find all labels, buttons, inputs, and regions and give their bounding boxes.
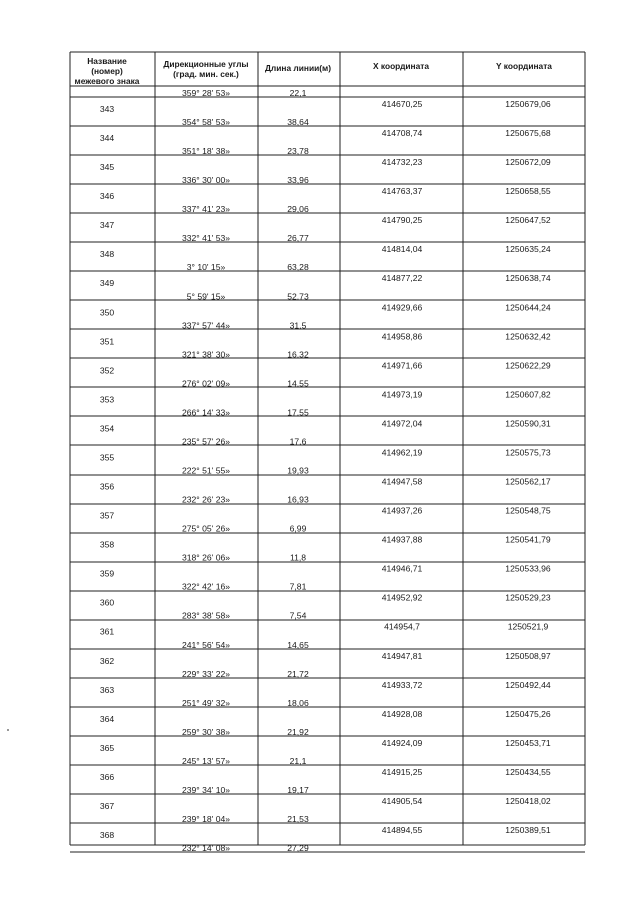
point-name: 364 xyxy=(99,713,115,724)
point-y-coordinate: 1250533,96 xyxy=(505,563,551,574)
point-x-coordinate: 414947,81 xyxy=(381,650,423,661)
segment-length: 18,06 xyxy=(287,697,309,708)
header-name-line-1: Название xyxy=(87,56,127,66)
point-name: 365 xyxy=(99,742,115,753)
segment-angle: 318° 26' 06» xyxy=(181,552,231,563)
header-angle-line-2: (град. мин. сек.) xyxy=(173,69,239,79)
point-y-coordinate: 1250492,44 xyxy=(505,679,551,690)
segment-angle: 275° 05' 26» xyxy=(181,523,231,534)
segment-angle: 322° 42' 16» xyxy=(181,581,231,592)
segment-angle: 266° 14' 33» xyxy=(181,407,231,418)
point-name: 366 xyxy=(99,771,115,782)
point-name: 349 xyxy=(99,278,115,289)
point-y-coordinate: 1250541,79 xyxy=(505,534,551,545)
point-name: 360 xyxy=(99,597,115,608)
segment-length: 27,29 xyxy=(287,843,309,854)
segment-length: 22,1 xyxy=(289,88,307,98)
segment-length: 16,93 xyxy=(287,494,309,505)
segment-angle: 332° 41' 53» xyxy=(181,233,231,244)
point-name: 361 xyxy=(99,626,115,637)
point-y-coordinate: 1250647,52 xyxy=(505,215,551,226)
point-y-coordinate: 1250632,42 xyxy=(505,331,551,342)
point-name: 346 xyxy=(99,191,115,202)
segment-angle: 251° 49' 32» xyxy=(181,697,231,708)
segment-angle: 232° 26' 23» xyxy=(181,494,231,505)
point-name: 362 xyxy=(99,655,115,666)
segment-angle: 336° 30' 00» xyxy=(181,175,231,186)
point-x-coordinate: 414973,19 xyxy=(381,389,423,400)
table-header xyxy=(75,56,553,86)
segment-length: 19,17 xyxy=(287,784,309,795)
segment-angle: 259° 30' 38» xyxy=(181,726,231,737)
header-angle-line-1: Дирекционные углы xyxy=(163,59,249,69)
segment-length: 14,55 xyxy=(287,378,309,389)
header-length: Длина линии(м) xyxy=(264,63,332,73)
point-name: 343 xyxy=(99,104,115,114)
point-x-coordinate: 414937,88 xyxy=(381,534,423,545)
point-name: 351 xyxy=(99,336,115,347)
segment-length: 17,55 xyxy=(287,407,309,418)
point-name: 363 xyxy=(99,684,115,695)
segment-angle: 239° 18' 04» xyxy=(181,814,231,824)
point-y-coordinate: 1250562,17 xyxy=(505,476,551,487)
point-x-coordinate: 414947,58 xyxy=(381,476,423,487)
segment-angle: 351° 18' 38» xyxy=(181,146,231,157)
segment-length: 21,53 xyxy=(287,814,309,824)
point-x-coordinate: 414952,92 xyxy=(381,592,423,603)
point-x-coordinate: 414894,55 xyxy=(381,825,423,835)
point-name: 368 xyxy=(99,830,115,840)
header-name-line-2: (номер) xyxy=(91,66,123,76)
point-y-coordinate: 1250434,55 xyxy=(505,766,551,777)
point-name: 348 xyxy=(99,249,115,260)
point-x-coordinate: 414958,86 xyxy=(381,331,423,342)
segment-length: 19,93 xyxy=(287,465,309,476)
segment-angle: 337° 57' 44» xyxy=(181,320,231,331)
point-name: 359 xyxy=(99,568,115,579)
point-x-coordinate: 414946,71 xyxy=(381,563,423,574)
segment-angle: 235° 57' 26» xyxy=(181,436,231,447)
point-name: 355 xyxy=(99,452,115,463)
point-name: 357 xyxy=(99,510,115,521)
point-y-coordinate: 1250389,51 xyxy=(505,825,551,835)
point-x-coordinate: 414670,25 xyxy=(381,99,423,109)
point-y-coordinate: 1250590,31 xyxy=(505,418,551,429)
point-x-coordinate: 414971,66 xyxy=(381,360,423,371)
point-x-coordinate: 414928,08 xyxy=(381,708,423,719)
segment-angle: 321° 38' 30» xyxy=(181,349,231,360)
point-y-coordinate: 1250679,06 xyxy=(505,99,551,109)
segment-angle: 229° 33' 22» xyxy=(181,668,231,679)
point-y-coordinate: 1250508,97 xyxy=(505,650,551,661)
point-y-coordinate: 1250607,82 xyxy=(505,389,551,400)
segment-length: 33,96 xyxy=(287,175,309,186)
point-x-coordinate: 414905,54 xyxy=(381,795,423,806)
segment-angle: 5° 59' 15» xyxy=(186,291,226,302)
point-x-coordinate: 414924,09 xyxy=(381,737,423,748)
point-name: 350 xyxy=(99,307,115,318)
segment-length: 31,5 xyxy=(289,320,307,331)
segment-angle: 239° 34' 10» xyxy=(181,784,231,795)
point-y-coordinate: 1250548,75 xyxy=(505,505,551,516)
segment-angle: 245° 13' 57» xyxy=(181,755,231,766)
point-y-coordinate: 1250658,55 xyxy=(505,186,551,197)
segment-angle: 359° 28' 53» xyxy=(181,88,231,98)
point-x-coordinate: 414954,7 xyxy=(384,621,420,632)
segment-length: 21,72 xyxy=(287,668,309,679)
segment-length: 23,78 xyxy=(287,146,309,157)
point-y-coordinate: 1250575,73 xyxy=(505,447,551,458)
header-name-line-3: межевого знака xyxy=(74,76,140,86)
point-x-coordinate: 414915,25 xyxy=(381,766,423,777)
point-name: 367 xyxy=(99,800,115,811)
point-x-coordinate: 414708,74 xyxy=(381,128,423,139)
segment-length: 21,1 xyxy=(289,755,307,766)
segment-length: 16,32 xyxy=(287,349,309,360)
point-y-coordinate: 1250529,23 xyxy=(505,592,551,603)
segment-length: 7,81 xyxy=(289,581,307,592)
table-body xyxy=(100,88,551,853)
point-x-coordinate: 414814,04 xyxy=(381,244,423,255)
point-name: 356 xyxy=(99,481,115,492)
segment-length: 11,8 xyxy=(289,552,307,563)
segment-angle: 276° 02' 09» xyxy=(181,378,231,389)
point-x-coordinate: 414732,23 xyxy=(381,157,423,168)
scan-speck xyxy=(7,729,9,731)
point-name: 345 xyxy=(99,162,115,173)
segment-length: 14,65 xyxy=(287,639,309,650)
point-x-coordinate: 414962,19 xyxy=(381,447,423,458)
segment-length: 21,92 xyxy=(287,726,309,737)
point-y-coordinate: 1250644,24 xyxy=(505,302,551,313)
segment-length: 6,99 xyxy=(289,523,307,534)
point-y-coordinate: 1250475,26 xyxy=(505,708,551,719)
segment-length: 52,73 xyxy=(287,291,309,302)
point-y-coordinate: 1250622,29 xyxy=(505,360,551,371)
point-x-coordinate: 414972,04 xyxy=(381,418,423,429)
point-y-coordinate: 1250672,09 xyxy=(505,157,551,168)
segment-length: 29,06 xyxy=(287,204,309,215)
point-name: 354 xyxy=(99,423,115,434)
point-name: 353 xyxy=(99,394,115,405)
point-x-coordinate: 414933,72 xyxy=(381,679,423,690)
point-name: 358 xyxy=(99,539,115,550)
point-y-coordinate: 1250521,9 xyxy=(507,621,549,632)
header-x-coordinate: X координата xyxy=(372,61,430,71)
point-y-coordinate: 1250635,24 xyxy=(505,244,551,255)
segment-length: 7,54 xyxy=(289,610,307,621)
point-x-coordinate: 414929,66 xyxy=(381,302,423,313)
point-y-coordinate: 1250638,74 xyxy=(505,273,551,284)
point-x-coordinate: 414937,26 xyxy=(381,505,423,516)
point-x-coordinate: 414790,25 xyxy=(381,215,423,226)
point-y-coordinate: 1250453,71 xyxy=(505,737,551,748)
point-name: 352 xyxy=(99,365,115,376)
segment-length: 63,28 xyxy=(287,262,309,273)
segment-angle: 3° 10' 15» xyxy=(186,262,226,273)
segment-length: 26,77 xyxy=(287,233,309,244)
segment-length: 38,64 xyxy=(287,117,309,128)
segment-angle: 283° 38' 58» xyxy=(181,610,231,621)
point-x-coordinate: 414763,37 xyxy=(381,186,423,197)
point-name: 344 xyxy=(99,133,115,144)
point-x-coordinate: 414877,22 xyxy=(381,273,423,284)
segment-angle: 222° 51' 55» xyxy=(181,465,231,476)
header-y-coordinate: Y координата xyxy=(496,61,552,71)
point-y-coordinate: 1250675,68 xyxy=(505,128,551,139)
segment-angle: 354° 58' 53» xyxy=(181,117,231,128)
point-name: 347 xyxy=(99,220,115,231)
segment-length: 17,6 xyxy=(289,436,307,447)
point-y-coordinate: 1250418,02 xyxy=(505,795,551,806)
segment-angle: 337° 41' 23» xyxy=(181,204,231,215)
segment-angle: 241° 56' 54» xyxy=(181,639,231,650)
segment-angle: 232° 14' 08» xyxy=(181,843,231,854)
